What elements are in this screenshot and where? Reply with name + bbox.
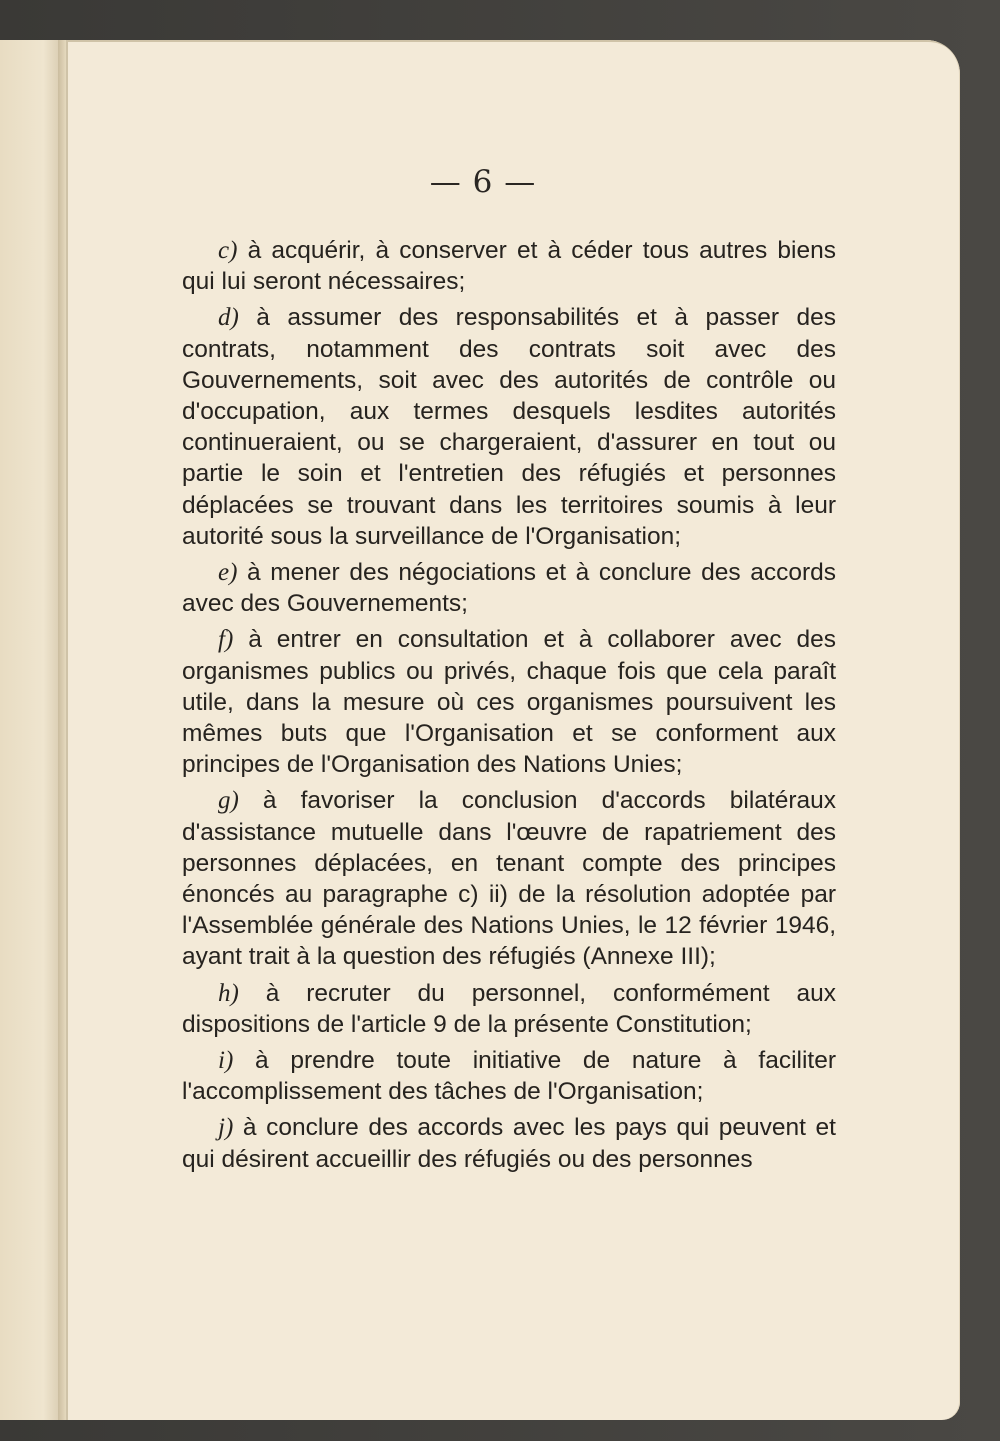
body-text [182,235,836,1180]
paragraph-g [182,785,836,972]
paragraph-j [182,1112,836,1174]
paragraph-letter: j) [218,1114,234,1142]
paragraph-f [182,624,836,780]
paragraph-d [182,302,836,552]
paragraph-text: à acquérir, à conserver et à céder tous autres biens qui lui seront nécessaires; [182,237,836,296]
paragraph-text: à mener des négociations et à conclure des accords avec des Gouvernements; [182,559,836,618]
facing-page-edge [0,40,63,1420]
paragraph-letter: c) [218,237,238,264]
paragraph-letter: h) [218,979,239,1007]
paragraph-e [182,557,836,619]
paragraph-letter: f) [218,626,234,654]
paragraph-text: à entrer en consultation et à collaborer avec des organismes publics ou privés, chaque fois que cela paraît utile, dans la mesure où ces organismes poursuivent les mêmes buts que l'Organisation et se conforment aux principes de l'Organisation des Nations Unies; [182,626,836,779]
paragraph-letter: e) [218,559,238,587]
document-page [66,40,960,1420]
page-number: — 6 — [429,164,537,200]
paragraph-letter: d) [218,304,239,332]
paragraph-c [182,235,836,297]
paragraph-h [182,978,836,1040]
paragraph-text: à recruter du personnel, conformément aux dispositions de l'article 9 de la présente Constitution; [182,979,836,1038]
paragraph-letter: i) [218,1047,234,1075]
paragraph-text: à prendre toute initiative de nature à faciliter l'accomplissement des tâches de l'Organisation; [182,1047,836,1106]
paragraph-text: à favoriser la conclusion d'accords bilatéraux d'assistance mutuelle dans l'œuvre de rapatriement des personnes déplacées, en tenant compte des principes énoncés au paragraphe c) ii) de la résolution adoptée par l'Assemblée générale des Nations Unies, le 12 février 1946, ayant trait à la question des réfugiés (Annexe III); [182,787,836,971]
paragraph-text: à assumer des responsabilités et à passer des contrats, notamment des contrats soit avec des Gouvernements, soit avec des autorités de contrôle ou d'occupation, aux termes desquels lesdites autorités continueraient, ou se chargeraient, d'assurer en tout ou partie le soin et l'entretien des réfugiés et personnes déplacées se trouvant dans les territoires soumis à leur autorité sous la surveillance de l'Organisation; [182,304,836,550]
paragraph-text: à conclure des accords avec les pays qui peuvent et qui désirent accueillir des réfugiés ou des personnes [182,1114,836,1173]
paragraph-letter: g) [218,787,239,815]
paragraph-i [182,1045,836,1107]
